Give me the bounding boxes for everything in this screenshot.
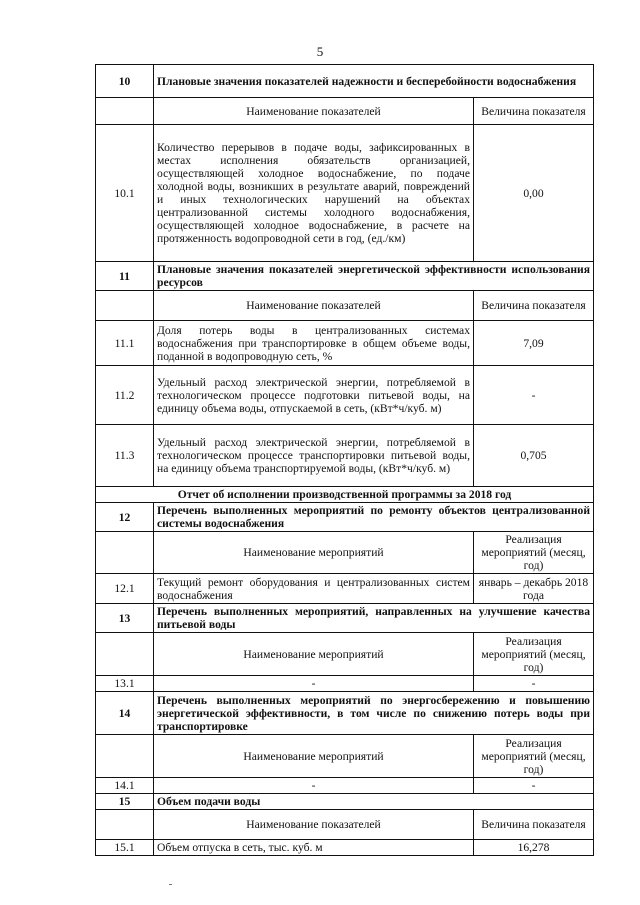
row-number: 11.1: [96, 321, 154, 366]
section-title: Перечень выполненных мероприятий по ремонту объектов централизованной системы водоснабжения: [154, 503, 594, 532]
section-13-row: [96, 604, 594, 633]
section-title: Объем подачи воды: [154, 794, 594, 810]
section-10-row: [96, 65, 594, 98]
table-row: [96, 778, 594, 794]
header-blank-cell: [96, 98, 154, 125]
header-row: [96, 98, 594, 125]
row-description: Удельный расход электрической энергии, потребляемой в технологическом процессе транспортировки питьевой воды, на единицу объема транспортируемой воды, (кВт*ч/куб. м): [154, 425, 474, 487]
header-row: [96, 810, 594, 840]
row-description: Доля потерь воды в централизованных системах водоснабжения при транспортировке в общем объеме воды, поданной в водопроводную сеть, %: [154, 321, 474, 366]
row-value: 7,09: [474, 321, 594, 366]
row-value: 0,00: [474, 125, 594, 262]
table-row: [96, 366, 594, 425]
header-blank-cell: [96, 291, 154, 321]
section-title: Плановые значения показателей надежности и бесперебойности водоснабжения: [154, 65, 594, 98]
row-description: Удельный расход электрической энергии, потребляемой в технологическом процессе подготовки питьевой воды, на единицу объема воды, отпускаемой в сеть, (кВт*ч/куб. м): [154, 366, 474, 425]
header-blank-cell: [96, 532, 154, 574]
row-value: январь – декабрь 2018 года: [474, 574, 594, 604]
table-row: [96, 840, 594, 856]
header-value-cell: Реализация мероприятий (месяц, год): [474, 633, 594, 676]
header-blank-cell: [96, 633, 154, 676]
row-description: Объем отпуска в сеть, тыс. куб. м: [154, 840, 474, 856]
row-number: 10.1: [96, 125, 154, 262]
row-description: -: [154, 778, 474, 794]
header-value-cell: Реализация мероприятий (месяц, год): [474, 532, 594, 574]
row-description: -: [154, 676, 474, 692]
page-number: 5: [316, 44, 324, 59]
header-row: [96, 735, 594, 778]
header-row: [96, 532, 594, 574]
section-15-row: [96, 794, 594, 810]
header-name-cell: Наименование мероприятий: [154, 735, 474, 778]
header-value-cell: Реализация мероприятий (месяц, год): [474, 735, 594, 778]
section-title: Перечень выполненных мероприятий, направленных на улучшение качества питьевой воды: [154, 604, 594, 633]
row-value: 16,278: [474, 840, 594, 856]
header-value-cell: Величина показателя: [474, 810, 594, 840]
production-program-table: [95, 64, 594, 856]
header-value-cell: Величина показателя: [474, 98, 594, 125]
row-number: 11.2: [96, 366, 154, 425]
row-number: 12.1: [96, 574, 154, 604]
header-name-cell: Наименование показателей: [154, 98, 474, 125]
section-number: 14: [96, 692, 154, 735]
row-value: -: [474, 676, 594, 692]
section-14-row: [96, 692, 594, 735]
row-number: 11.3: [96, 425, 154, 487]
row-description: Количество перерывов в подаче воды, зафиксированных в местах исполнения обязательств организацией, осуществляющей холодное водоснабжение, по подаче холодной воды, возникших в результате аварий, повреждений и иных технологических нарушений на объектах централизованной системы холодного водоснабжения, осуществляющей холодное водоснабжение, в расчете на протяженность водопроводной сети в год, (ед./км): [154, 125, 474, 262]
report-title: Отчет об исполнении производственной программы за 2018 год: [96, 487, 594, 503]
table-row: [96, 574, 594, 604]
header-name-cell: Наименование мероприятий: [154, 532, 474, 574]
section-title: Плановые значения показателей энергетической эффективности использования ресурсов: [154, 262, 594, 291]
header-value-cell: Величина показателя: [474, 291, 594, 321]
header-name-cell: Наименование показателей: [154, 810, 474, 840]
section-number: 12: [96, 503, 154, 532]
header-name-cell: Наименование показателей: [154, 291, 474, 321]
row-description: Текущий ремонт оборудования и централизованных систем водоснабжения: [154, 574, 474, 604]
header-blank-cell: [96, 735, 154, 778]
section-12-row: [96, 503, 594, 532]
report-title-row: [96, 487, 594, 503]
section-number: 13: [96, 604, 154, 633]
header-name-cell: Наименование мероприятий: [154, 633, 474, 676]
section-number: 15: [96, 794, 154, 810]
section-number: 11: [96, 262, 154, 291]
row-number: 15.1: [96, 840, 154, 856]
row-number: 13.1: [96, 676, 154, 692]
row-number: 14.1: [96, 778, 154, 794]
row-value: -: [474, 366, 594, 425]
table-row: [96, 125, 594, 262]
section-11-row: [96, 262, 594, 291]
row-value: 0,705: [474, 425, 594, 487]
scan-speck: [169, 884, 172, 885]
row-value: -: [474, 778, 594, 794]
table-row: [96, 425, 594, 487]
section-title: Перечень выполненных мероприятий по энергосбережению и повышению энергетической эффективности, в том числе по снижению потерь воды при транспортировке: [154, 692, 594, 735]
section-number: 10: [96, 65, 154, 98]
header-blank-cell: [96, 810, 154, 840]
table-row: [96, 676, 594, 692]
table-row: [96, 321, 594, 366]
header-row: [96, 633, 594, 676]
header-row: [96, 291, 594, 321]
